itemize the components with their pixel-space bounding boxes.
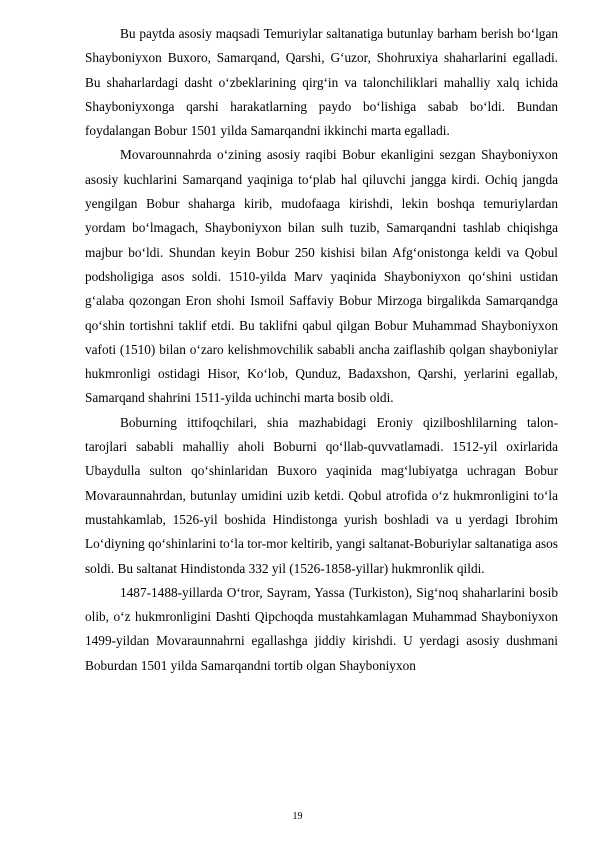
page-number: 19 xyxy=(292,811,303,822)
paragraph-2: Movarounnahrda o‘zining asosiy raqibi Bobur ekanligini sezgan Shayboniyxon asosiy kuchlarini Samarqand yaqiniga to‘plab hal qiluvchi jangga kirdi. Ochiq jangda yengilgan Bobur shaharga kirib, mudofaaga kirishdi, lekin boshqa temuriylardan yordam bo‘lmagach, Shayboniyxon bilan sulh tuzib, Samarqandni tashlab chiqishga majbur bo‘ldi. Shundan keyin Bobur 250 kishisi bilan Afg‘onistonga keldi va Qobul podsholigiga asos soldi. 1510-yilda Marv yaqinida Shayboniyxon qo‘shini ustidan g‘alaba qozongan Eron shohi Ismoil Saffaviy Bobur Mirzoga birgalikda Samarqandga qo‘shin tortishni taklif etdi. Bu taklifni qabul qilgan Bobur Muhammad Shayboniyxon vafoti (1510) bilan o‘zaro kelishmovchilik sababli ancha zaiflashib qolgan shayboniylar hukmronligi ostidagi Hisor, Ko‘lob, Qunduz, Badaxshon, Qarshi, yerlarini egallab, Samarqand shahrini 1511-yilda uchinchi marta bosib oldi. xyxy=(85,147,558,406)
paragraph-4: 1487-1488-yillarda O‘tror, Sayram, Yassa (Turkiston), Sig‘noq shaharlarini bosib olib, o‘z hukmronligini Dashti Qipchoqda mustahkamlagan Muhammad Shayboniyxon 1499-yildan Movaraunnahrni egallashga jiddiy kirishdi. U yerdagi asosiy dushmani Boburdan 1501 yilda Samarqandni tortib olgan Shayboniyxon xyxy=(85,584,558,673)
body-text xyxy=(85,22,558,678)
paragraph-1: Bu paytda asosiy maqsadi Temuriylar saltanatiga butunlay barham berish bo‘lgan Shayboniyxon Buxoro, Samarqand, Qarshi, G‘uzor, Shohruxiya shaharlarini egalladi. Bu shaharlardagi dasht o‘zbeklarining qirg‘in va talonchiliklari mahalliy xalq ichida Shayboniyxonga qarshi harakatlarning paydo bo‘lishiga sabab bo‘ldi. Bundan foydalangan Bobur 1501 yilda Samarqandni ikkinchi marta egalladi. xyxy=(85,26,558,139)
paragraph-3: Boburning ittifoqchilari, shia mazhabidagi Eroniy qizilboshlilarning talon-tarojlari sababli mahalliy aholi Boburni qo‘llab-quvvatlamadi. 1512-yil oxirlarida Ubaydulla sulton qo‘shinlaridan Buxoro yaqinida mag‘lubiyatga uchragan Bobur Movaraunnahrdan, butunlay umidini uzib ketdi. Qobul atrofida o‘z hukmronligini to‘la mustahkamlab, 1526-yil boshida Hindistonga yurish boshladi va u yerdagi Ibrohim Lo‘diyning qo‘shinlarini to‘la tor-mor keltirib, yangi saltanat-Boburiylar saltanatiga asos soldi. Bu saltanat Hindistonda 332 yil (1526-1858-yillar) hukmronlik qildi. xyxy=(85,414,558,576)
